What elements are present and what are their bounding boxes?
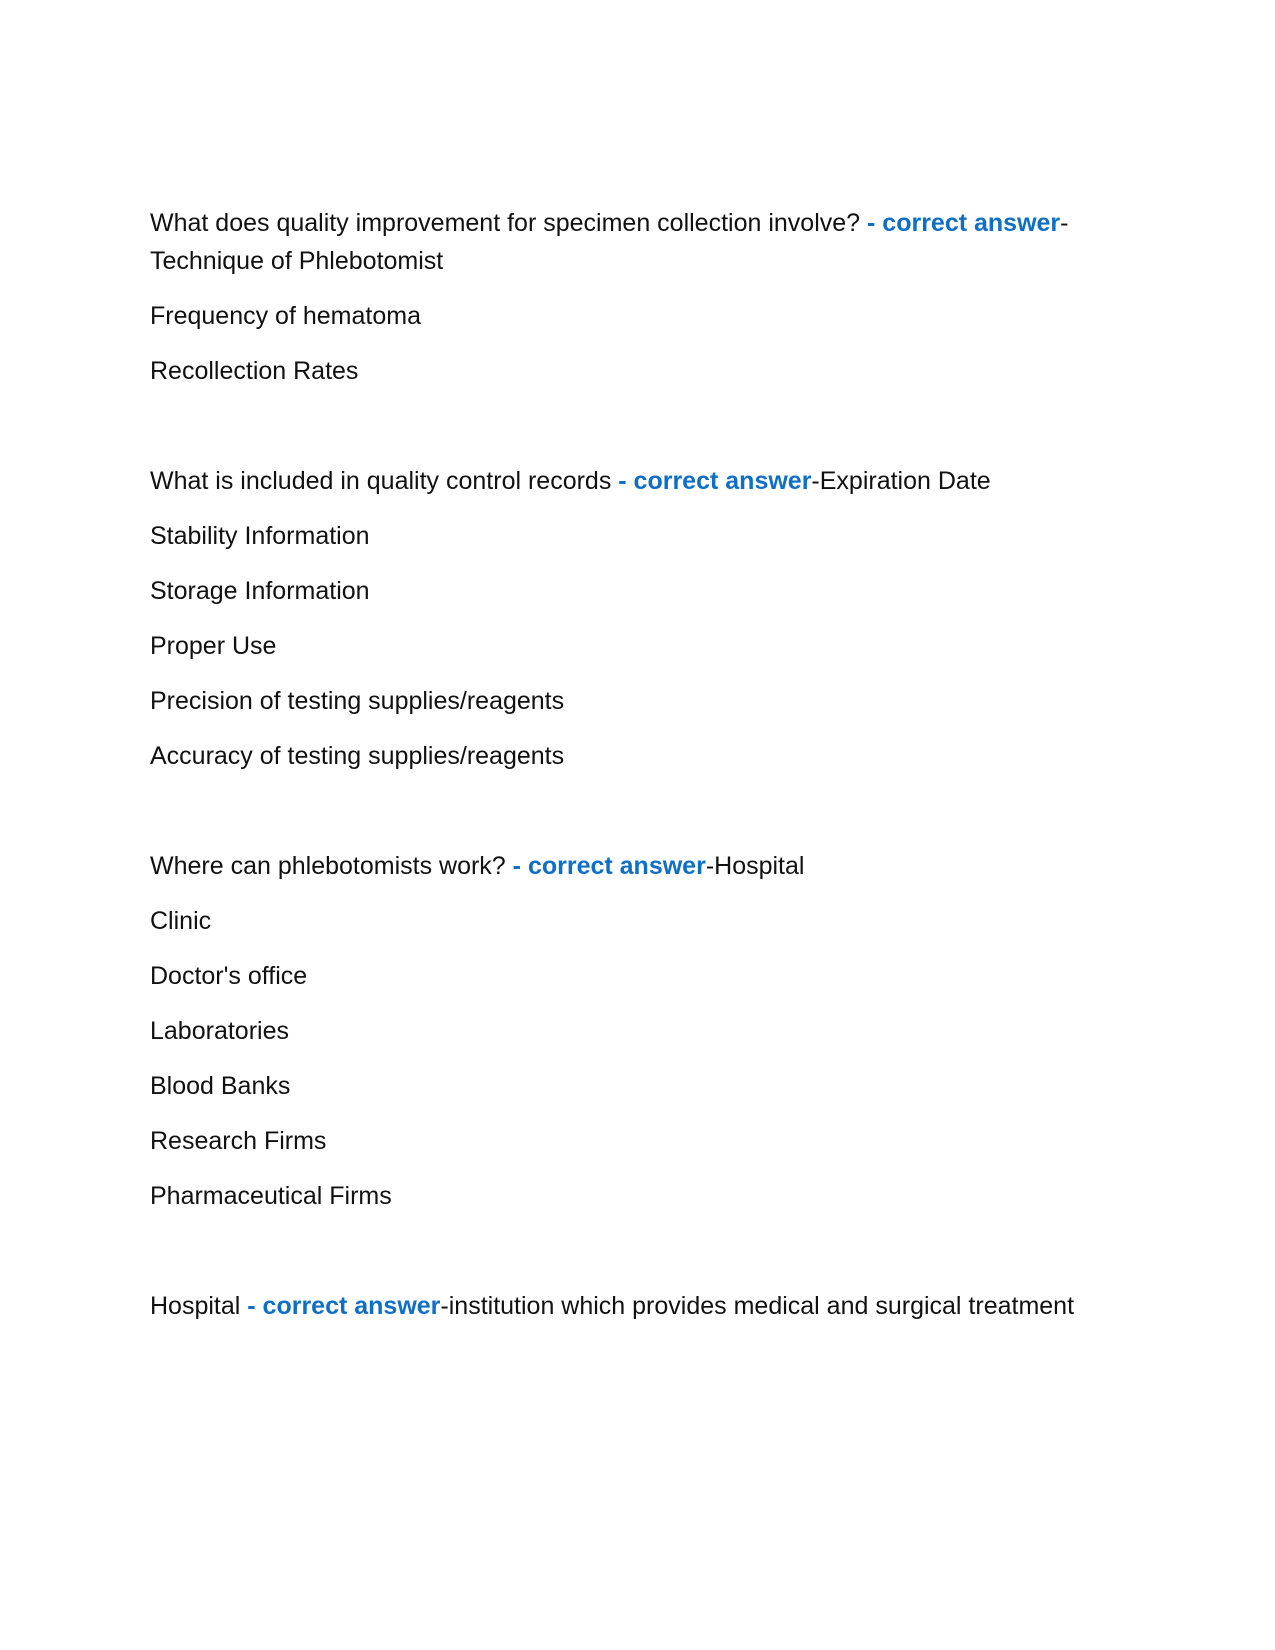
answer-item: Clinic xyxy=(150,907,212,935)
answer-item: Pharmaceutical Firms xyxy=(150,1182,392,1210)
question-text: What does quality improvement for specimen collection involve? xyxy=(150,209,868,237)
document-content xyxy=(150,204,1080,1397)
answer-item: Frequency of hematoma xyxy=(150,302,421,330)
answer-item: Laboratories xyxy=(150,1017,289,1045)
correct-answer-marker: - correct answer xyxy=(618,467,812,495)
correct-answer-marker: - correct answer xyxy=(512,852,706,880)
answer-text: -Technique of Phlebotomist xyxy=(150,209,1069,275)
answer-item: Accuracy of testing supplies/reagents xyxy=(150,742,565,770)
qa-block xyxy=(150,1287,1080,1325)
question-line xyxy=(150,1287,1080,1325)
answer-item: Stability Information xyxy=(150,522,370,550)
answer-text: -Expiration Date xyxy=(811,467,991,495)
question-text: What is included in quality control records xyxy=(150,467,619,495)
qa-block xyxy=(150,847,1080,1215)
answer-item: Storage Information xyxy=(150,577,370,605)
answer-item: Doctor's office xyxy=(150,962,308,990)
question-text: Hospital xyxy=(150,1292,248,1320)
question-text: Where can phlebotomists work? xyxy=(150,852,513,880)
answer-item: Recollection Rates xyxy=(150,357,359,385)
answer-item: Proper Use xyxy=(150,632,277,660)
answer-item: Precision of testing supplies/reagents xyxy=(150,687,565,715)
question-line xyxy=(150,847,1080,885)
answer-item: Research Firms xyxy=(150,1127,327,1155)
qa-block xyxy=(150,204,1080,390)
question-line xyxy=(150,462,1080,500)
answer-item: Blood Banks xyxy=(150,1072,291,1100)
answer-text: -institution which provides medical and surgical treatment xyxy=(440,1292,1075,1320)
qa-block xyxy=(150,462,1080,775)
question-line xyxy=(150,204,1080,280)
answer-text: -Hospital xyxy=(705,852,805,880)
correct-answer-marker: - correct answer xyxy=(867,209,1061,237)
correct-answer-marker: - correct answer xyxy=(247,1292,441,1320)
